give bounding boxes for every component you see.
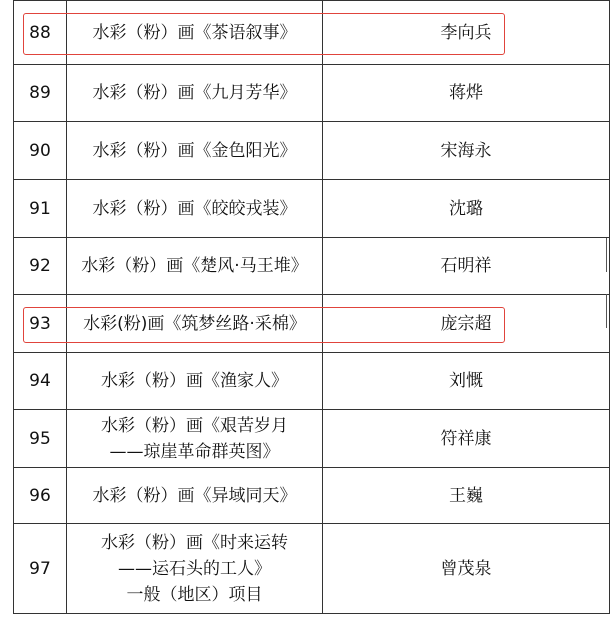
- row-number: 88: [14, 1, 67, 65]
- artwork-title-cell: [67, 468, 323, 524]
- adjacent-column-edge: [606, 294, 607, 328]
- artwork-title-cell: [67, 1, 323, 65]
- artwork-title-cell: [67, 65, 323, 122]
- artwork-title-line: 水彩（粉）画《九月芳华》: [92, 83, 297, 103]
- artwork-title-cell: [67, 410, 323, 468]
- artwork-title-cell: [67, 122, 323, 180]
- row-number: 91: [14, 180, 67, 238]
- artwork-title-cell: [67, 238, 323, 295]
- table-row: [14, 468, 610, 524]
- adjacent-column-edge: [606, 238, 607, 272]
- row-number: 93: [14, 295, 67, 353]
- row-number: 96: [14, 468, 67, 524]
- table-row: [14, 122, 610, 180]
- award-table: [13, 0, 610, 614]
- row-number: 90: [14, 122, 67, 180]
- artwork-title-line: 水彩（粉）画《时来运转: [101, 532, 288, 553]
- table-row: [14, 65, 610, 122]
- table-row: [14, 524, 610, 614]
- table-row: [14, 410, 610, 468]
- artwork-title-cell: [67, 180, 323, 238]
- author-name: 宋海永: [323, 122, 610, 180]
- table-row: [14, 238, 610, 295]
- artwork-title-line: 水彩（粉）画《楚风·马王堆》: [81, 256, 308, 276]
- artwork-title-cell: [67, 295, 323, 353]
- artwork-title-line: ——运石头的工人》: [118, 558, 271, 579]
- author-name: 符祥康: [323, 410, 610, 468]
- artwork-title-line: 水彩（粉）画《异域同天》: [92, 485, 297, 506]
- author-name: 曾茂泉: [323, 524, 610, 614]
- artwork-title-line: 一般（地区）项目: [126, 584, 263, 605]
- artwork-title-line: ——琼崖革命群英图》: [109, 441, 280, 462]
- artwork-title-line: 水彩(粉)画《筑梦丝路·采棉》: [83, 313, 306, 334]
- artwork-title-line: 水彩（粉）画《渔家人》: [101, 371, 288, 391]
- artwork-title-cell: [67, 353, 323, 410]
- author-name: 庞宗超: [323, 295, 610, 353]
- row-number: 92: [14, 238, 67, 295]
- table-row: [14, 295, 610, 353]
- artwork-title-line: 水彩（粉）画《茶语叙事》: [92, 22, 297, 43]
- row-number: 95: [14, 410, 67, 468]
- award-table-body: [14, 1, 610, 614]
- row-number: 97: [14, 524, 67, 614]
- author-name: 蒋烨: [323, 65, 610, 122]
- author-name: 王巍: [323, 468, 610, 524]
- row-number: 89: [14, 65, 67, 122]
- artwork-title-line: 水彩（粉）画《皎皎戎装》: [92, 198, 297, 219]
- artwork-title-line: 水彩（粉）画《金色阳光》: [92, 140, 297, 161]
- row-number: 94: [14, 353, 67, 410]
- table-row: [14, 180, 610, 238]
- artwork-title-cell: [67, 524, 323, 614]
- author-name: 李向兵: [323, 1, 610, 65]
- table-row: [14, 353, 610, 410]
- author-name: 沈璐: [323, 180, 610, 238]
- author-name: 石明祥: [323, 238, 610, 295]
- author-name: 刘慨: [323, 353, 610, 410]
- artwork-title-line: 水彩（粉）画《艰苦岁月: [101, 415, 288, 436]
- table-row: [14, 1, 610, 65]
